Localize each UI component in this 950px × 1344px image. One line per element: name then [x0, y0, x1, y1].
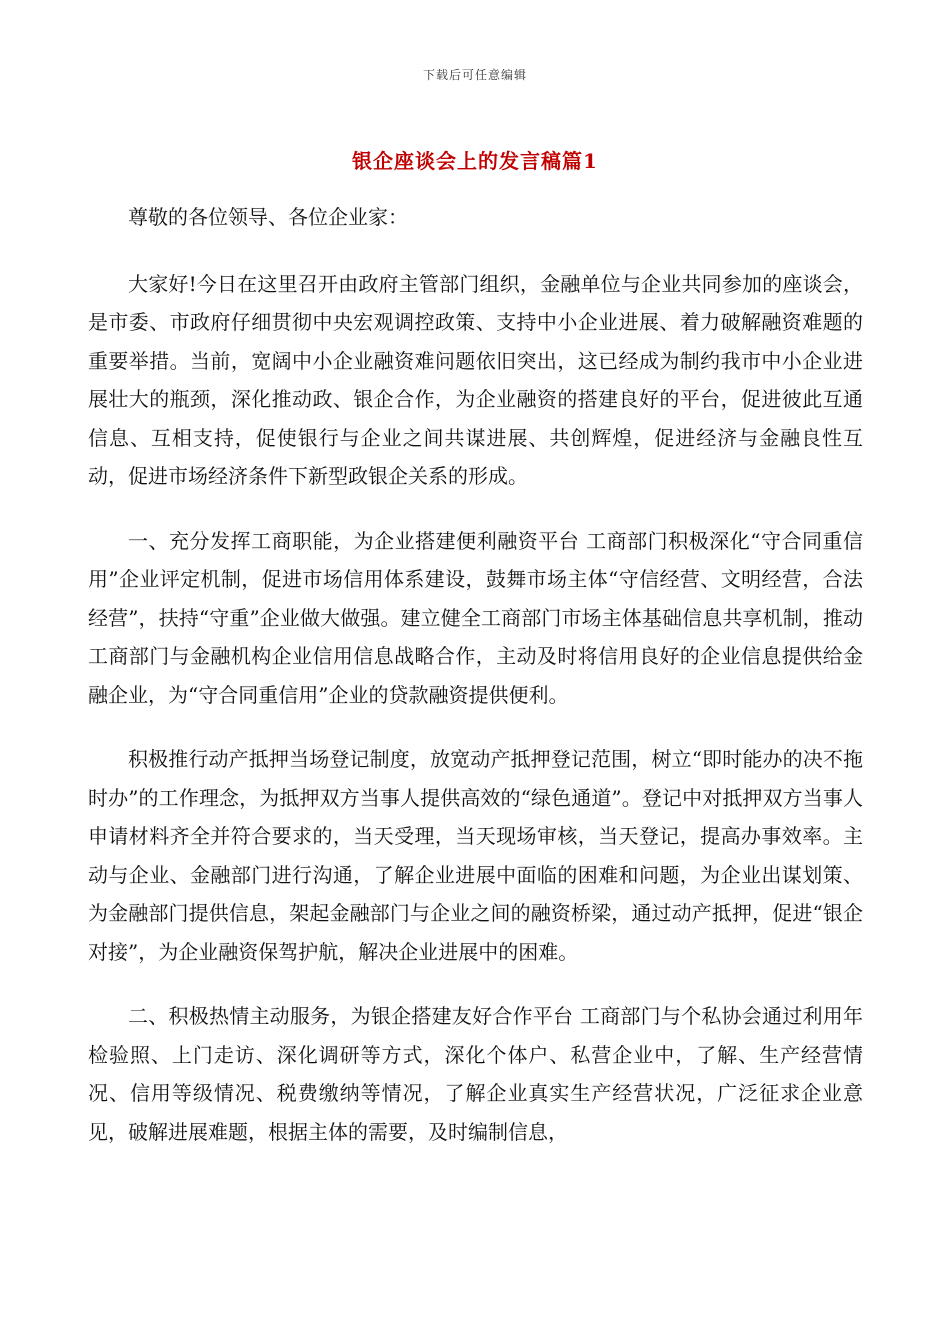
- paragraph-3: 积极推行动产抵押当场登记制度，放宽动产抵押登记范围，树立“即时能办的决不拖时办”的工作理念，为抵押双方当事人提供高效的“绿色通道”。登记中对抵押双方当事人申请材料齐全并符合要求的，当天受理，当天现场审核，当天登记，提高办事效率。主动与企业、金融部门进行沟通，了解企业进展中面临的困难和问题，为企业出谋划策、为金融部门提供信息，架起金融部门与企业之间的融资桥梁，通过动产抵押，促进“银企对接”，为企业融资保驾护航，解决企业进展中的困难。: [88, 747, 863, 964]
- document-title: 银企座谈会上的发言稿篇1: [352, 149, 598, 173]
- document-body: [88, 198, 863, 1177]
- paragraph-2: 一、充分发挥工商职能，为企业搭建便利融资平台 工商部门积极深化“守合同重信用”企业评定机制，促进市场信用体系建设，鼓舞市场主体“守信经营、文明经营，合法经营”，扶持“守重”企业做大做强。建立健全工商部门市场主体基础信息共享机制，推动工商部门与金融机构企业信用信息战略合作，主动及时将信用良好的企业信息提供给金融企业，为“守合同重信用”企业的贷款融资提供便利。: [88, 528, 863, 707]
- salutation: 尊敬的各位领导、各位企业家：: [128, 205, 408, 229]
- paragraph-4: 二、积极热情主动服务，为银企搭建友好合作平台 工商部门与个私协会通过利用年检验照、上门走访、深化调研等方式，深化个体户、私营企业中，了解、生产经营情况、信用等级情况、税费缴纳等情况，了解企业真实生产经营状况，广泛征求企业意见，破解进展难题，根据主体的需要，及时编制信息，: [88, 1004, 863, 1144]
- header-note: 下载后可任意编辑: [422, 68, 527, 82]
- paragraph-1: 大家好!今日在这里召开由政府主管部门组织，金融单位与企业共同参加的座谈会，是市委、市政府仔细贯彻中央宏观调控政策、支持中小企业进展、着力破解融资难题的重要举措。当前，宽阔中小企业融资难问题依旧突出，这已经成为制约我市中小企业进展壮大的瓶颈，深化推动政、银企合作，为企业融资的搭建良好的平台，促进彼此互通信息、互相支持，促使银行与企业之间共谋进展、共创辉煌，促进经济与金融良性互动，促进市场经济条件下新型政银企关系的形成。: [88, 271, 863, 488]
